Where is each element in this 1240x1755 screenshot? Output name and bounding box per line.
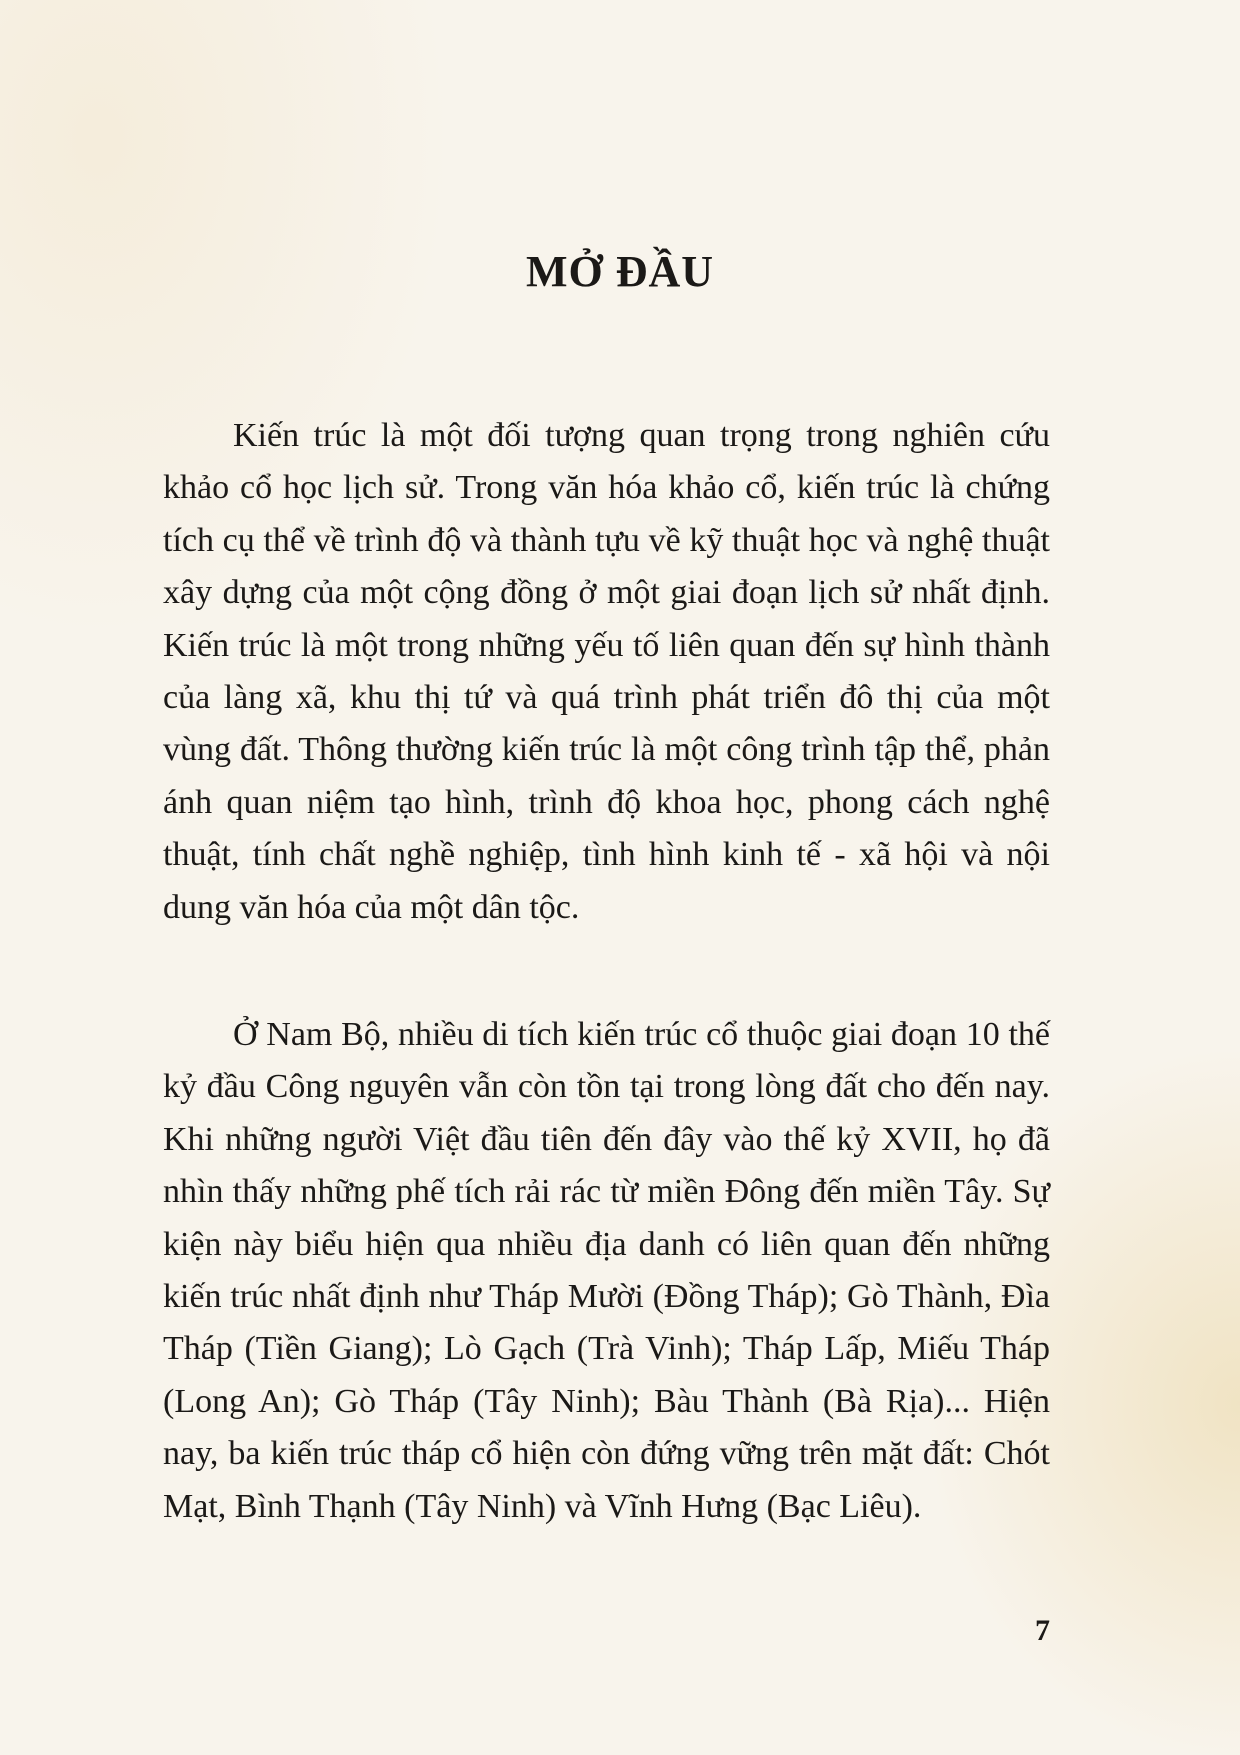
paragraph: Kiến trúc là một đối tượng quan trọng trong nghiên cứu khảo cổ học lịch sử. Trong văn hóa khảo cổ, kiến trúc là chứng tích cụ thể về trình độ và thành tựu về kỹ thuật học và nghệ thuật xây dựng của một cộng đồng ở một giai đoạn lịch sử nhất định. Kiến trúc là một trong những yếu tố liên quan đến sự hình thành của làng xã, khu thị tứ và quá trình phát triển đô thị của một vùng đất. Thông thường kiến trúc là một công trình tập thể, phản ánh quan niệm tạo hình, trình độ khoa học, phong cách nghệ thuật, tính chất nghề nghiệp, tình hình kinh tế - xã hội và nội dung văn hóa của một dân tộc. bbox=[163, 417, 1050, 926]
paragraph-2-block bbox=[163, 1009, 1050, 1533]
chapter-title: MỞ ĐẦU bbox=[525, 247, 715, 296]
paragraph-1-block bbox=[163, 410, 1050, 934]
page-number: 7 bbox=[1035, 1614, 1050, 1647]
paragraph: Ở Nam Bộ, nhiều di tích kiến trúc cổ thuộc giai đoạn 10 thế kỷ đầu Công nguyên vẫn còn tồn tại trong lòng đất cho đến nay. Khi những người Việt đầu tiên đến đây vào thế kỷ XVII, họ đã nhìn thấy những phế tích rải rác từ miền Đông đến miền Tây. Sự kiện này biểu hiện qua nhiều địa danh có liên quan đến những kiến trúc nhất định như Tháp Mười (Đồng Tháp); Gò Thành, Đìa Tháp (Tiền Giang); Lò Gạch (Trà Vinh); Tháp Lấp, Miếu Tháp (Long An); Gò Tháp (Tây Ninh); Bàu Thành (Bà Rịa)... Hiện nay, ba kiến trúc tháp cổ hiện còn đứng vững trên mặt đất: Chót Mạt, Bình Thạnh (Tây Ninh) và Vĩnh Hưng (Bạc Liêu). bbox=[163, 1016, 1050, 1525]
